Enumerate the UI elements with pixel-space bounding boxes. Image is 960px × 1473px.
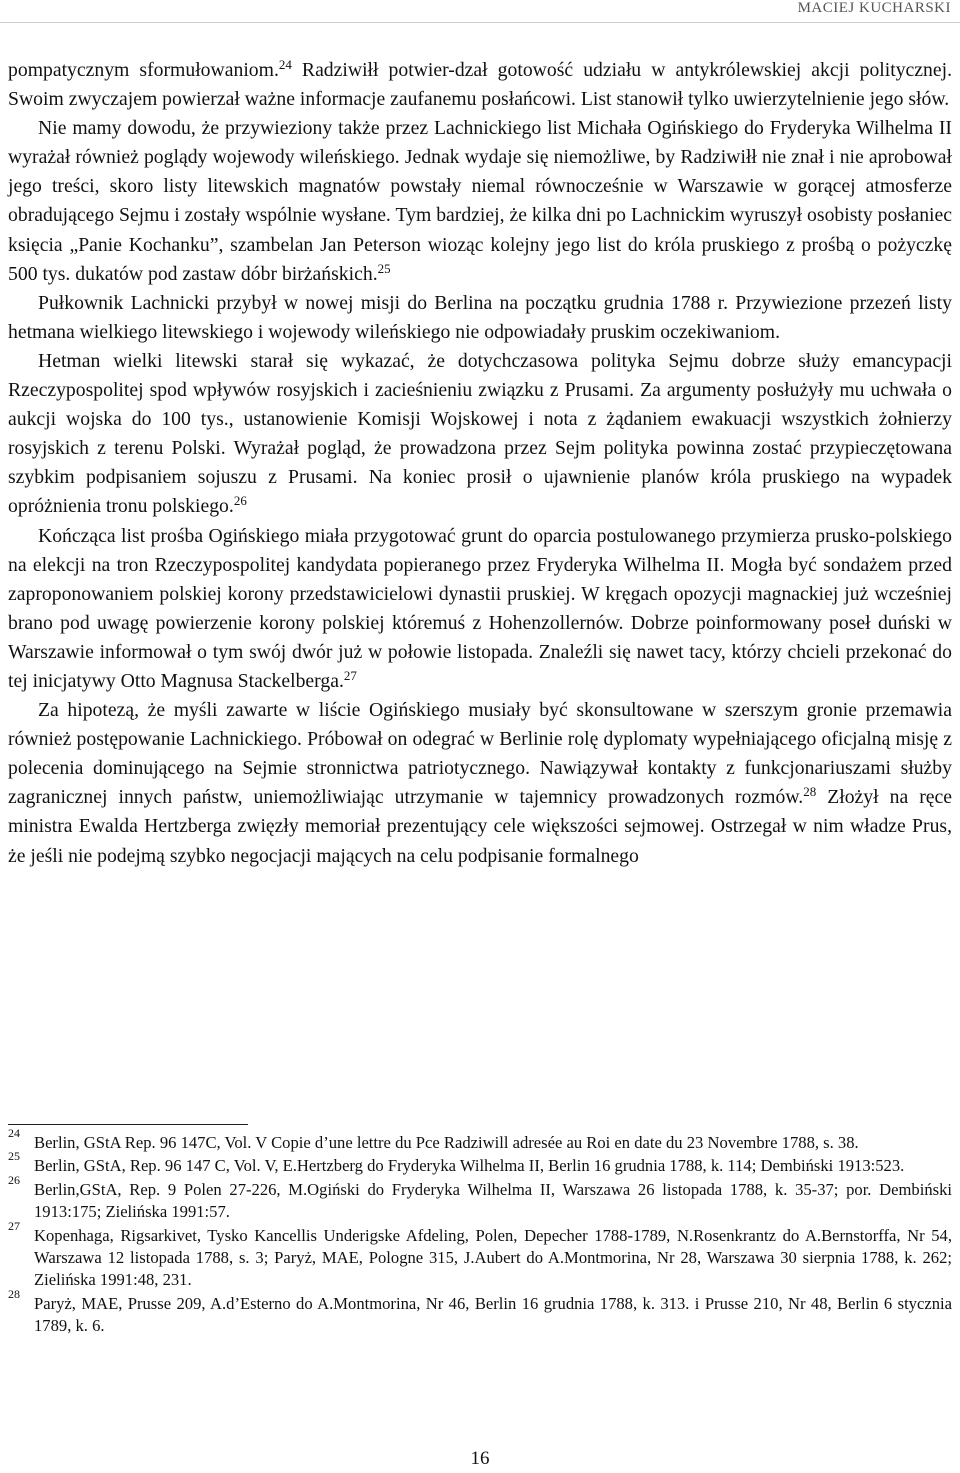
paragraph: Za hipotezą, że myśli zawarte w liście Ogińskiego musiały być skonsultowane w szerszym gronie przemawia również postępowanie Lachnickiego. Próbował on odegrać w Berlinie rolę dyplomaty wypełniającego oficjalną misję z polecenia dominującego na Sejmie stronnictwa patriotycznego. Nawiązywał kontakty z funkcjonariuszami służby zagranicznej innych państw, uniemożliwiając utrzymanie w tajemnicy prowadzonych rozmów.$^{28}$ Złożył na ręce ministra Ewalda Hertzberga zwięzły memoriał prezentujący cele większości sejmowej. Ostrzegał w nim władze Prus, że jeśli nie podejmą szybko negocjacji mających na celu podpisanie formalnego	[8, 699, 952, 867]
footnote-text: Berlin,GStA, Rep. 9 Polen 27-226, M.Ogiński do Fryderyka Wilhelma II, Warszawa 26 listopada 1788, k. 35-37; por. Dembiński 1913:175; Zielińska 1991:57.	[34, 1179, 952, 1222]
paragraph: Pułkownik Lachnicki przybył w nowej misji do Berlina na początku grudnia 1788 r. Przywiezione przezeń listy hetmana wielkiego litewskiego i wojewody wileńskiego nie odpowiadały pruskim oczekiwaniom.	[8, 291, 952, 343]
paragraph: pompatycznym sformułowaniom.$^{24}$ Radziwiłł potwier-dzał gotowość udziału w antykrólewskiej akcji politycznej. Swoim zwyczajem powierzał ważne informacje zaufanemu posłańcowi. List stanowił tylko uwierzytelnienie jego słów.	[8, 57, 952, 111]
running-header	[0, 0, 960, 23]
footnote-text: Berlin, GStA, Rep. 96 147 C, Vol. V, E.Hertzberg do Fryderyka Wilhelma II, Berlin 16 grudnia 1788, k. 114; Dembiński 1913:523.	[34, 1156, 905, 1176]
footnote-number: 28	[8, 1286, 20, 1301]
footnote	[8, 1172, 952, 1224]
footnote-text: Paryż, MAE, Prusse 209, A.d’Esterno do A.Montmorina, Nr 46, Berlin 16 grudnia 1788, k. 313. i Prusse 210, Nr 48, Berlin 6 stycznia 1789, k. 6.	[34, 1293, 952, 1336]
paragraph: Kończąca list prośba Ogińskiego miała przygotować grunt do oparcia postulowanego przymierza prusko-polskiego na elekcji na tron Rzeczypospolitej kandydata popieranego przez Fryderyka Wilhelma II. Mogła być sondażem przed zaproponowaniem polskiej korony przedstawicielowi dynastii pruskiej. W kręgach opozycji magnackiej już wcześniej brano pod uwagę powierzenie korony polskiej któremuś z Hohenzollernów. Dobrze poinformowany poseł duński w Warszawie informował o tym swój dwór już w połowie listopada. Znaleźli się nawet tacy, którzy chcieli przekonać do tej inicjatywy Otto Magnusa Stackelberga.$^{27}$	[8, 524, 952, 692]
main-text	[8, 56, 952, 871]
footnote	[8, 1286, 952, 1338]
footnote	[8, 1126, 952, 1154]
footnote-ref[interactable]: 25	[377, 260, 391, 276]
running-head-author: MACIEJ KUCHARSKI	[797, 0, 951, 16]
footnote-ref[interactable]: 28	[803, 784, 817, 800]
footnote-ref[interactable]: 27	[343, 667, 357, 683]
footnote-number: 24	[8, 1126, 20, 1140]
footnote-ref[interactable]: 26	[233, 493, 247, 509]
footnote	[8, 1218, 952, 1292]
footnote	[8, 1149, 952, 1177]
paragraph: Hetman wielki litewski starał się wykazać, że dotychczasowa polityka Sejmu dobrze służy emancypacji Rzeczypospolitej spod wpływów rosyjskich i zacieśnieniu związku z Prusami. Za argumenty posłużyły mu uchwała o aukcji wojska do 100 tys., ustanowienie Komisji Wojskowej i nota z żądaniem ewakuacji wszystkich żołnierzy rosyjskich z terenu Polski. Wyrażał pogląd, że prowadzona przez Sejm polityka powinna zostać przypieczętowana szybkim podpisaniem sojuszu z Prusami. Na koniec prosił o ujawnienie planów króla pruskiego na wypadek opróżnienia tronu polskiego.$^{26}$	[8, 349, 952, 518]
paragraph: Nie mamy dowodu, że przywieziony także przez Lachnickiego list Michała Ogińskiego do Fryderyka Wilhelma II wyrażał również poglądy wojewody wileńskiego. Jednak wydaje się niemożliwe, by Radziwiłł nie znał i nie aprobował jego treści, skoro listy litewskich magnatów powstały niemal równocześnie w Warszawie w gorącej atmosferze obradującego Sejmu i zostały wspólnie wysłane. Tym bardziej, że kilka dni po Lachnickim wyruszył osobisty posłaniec księcia „Panie Kochanku”, szambelan Jan Peterson wioząc kolejny jego list do króla pruskiego z prośbą o pożyczkę 500 tys. dukatów pod zastaw dóbr birżańskich.$^{25}$	[8, 117, 952, 285]
footnote-number: 25	[8, 1149, 20, 1164]
page-number: 16	[470, 1448, 490, 1469]
footnote-text: Kopenhaga, Rigsarkivet, Tysko Kancellis Underigske Afdeling, Polen, Depecher 1788-1789, N.Rosenkrantz do A.Bernstorffa, Nr 54, Warszawa 12 listopada 1788, s. 3; Paryż, MAE, Pologne 315, J.Aubert do A.Montmorina, Nr 28, Warszawa 30 sierpnia 1788, k. 262; Zielińska 1991:48, 231.	[34, 1225, 952, 1290]
footnote-number: 26	[8, 1172, 20, 1187]
footnote-ref[interactable]: 24	[278, 57, 292, 72]
footnote-text: Berlin, GStA Rep. 96 147C, Vol. V Copie d’une lettre du Pce Radziwill adresée au Roi en date du 23 Novembre 1788, s. 38.	[34, 1133, 859, 1152]
footnotes	[8, 1126, 952, 1338]
footnote-separator	[8, 1124, 248, 1125]
footnote-number: 27	[8, 1218, 20, 1233]
